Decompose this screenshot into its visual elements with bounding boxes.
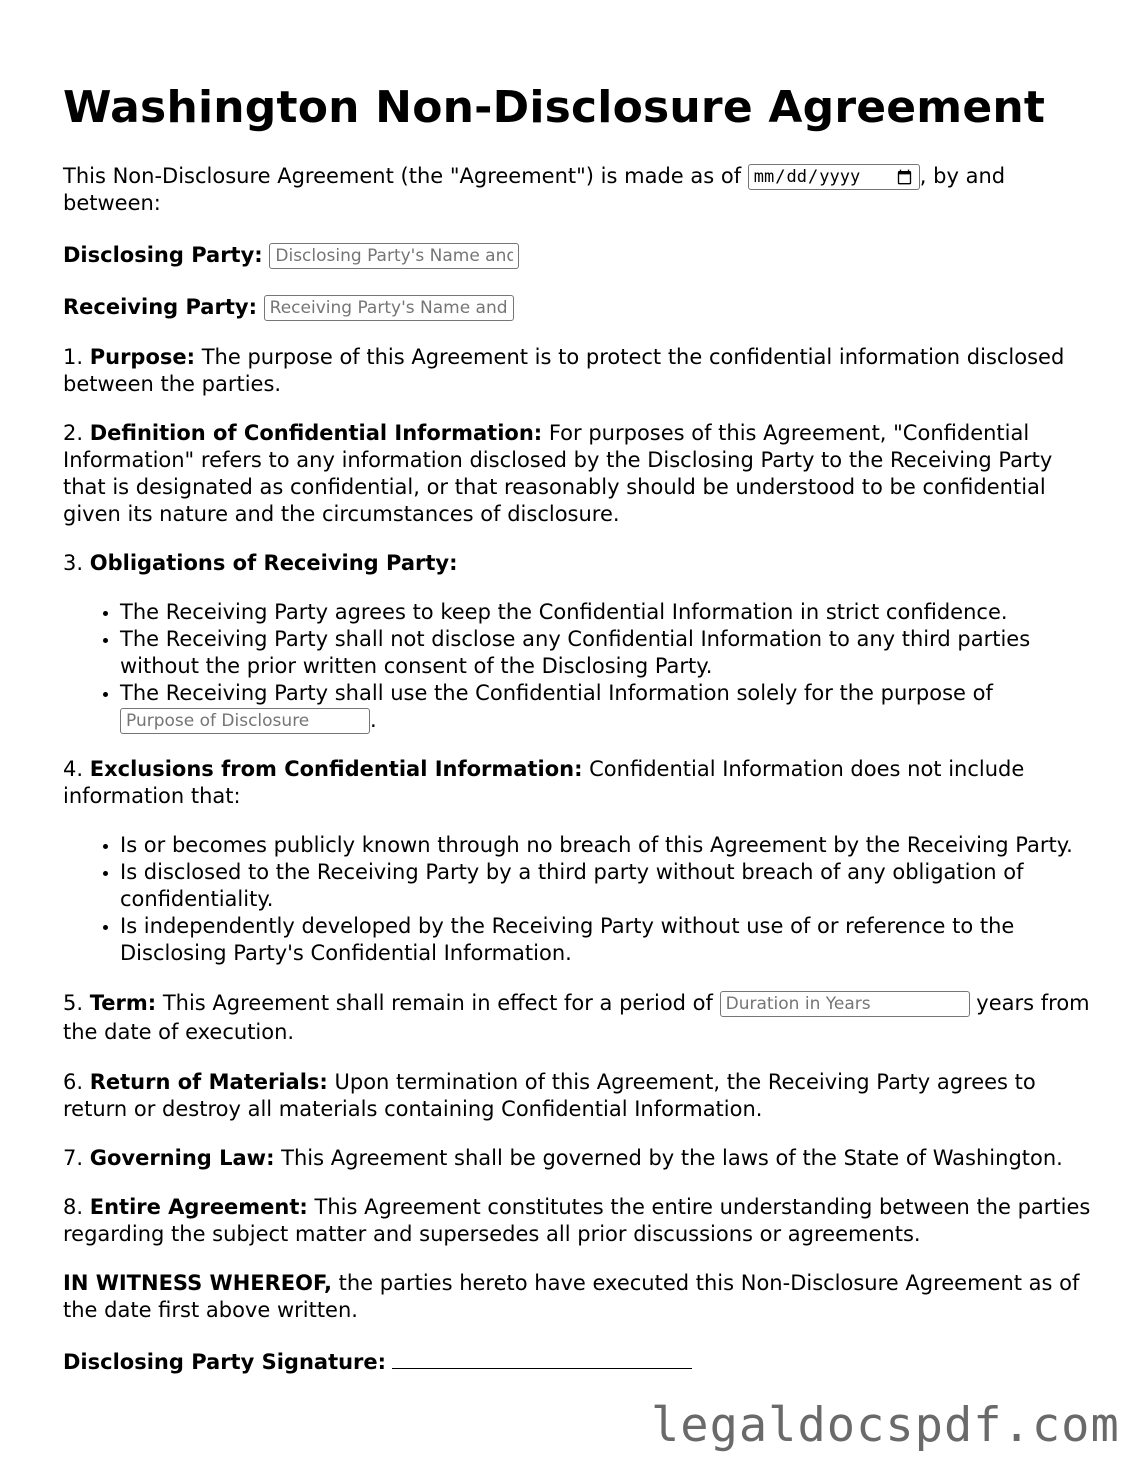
section-definition [63, 420, 1093, 528]
witness-paragraph [63, 1270, 1093, 1324]
signature-label: Disclosing Party Signature: [63, 1350, 387, 1374]
disclosing-party-input[interactable] [269, 243, 519, 269]
disclosing-party-label: Disclosing Party: [63, 243, 263, 267]
section-heading: Purpose: [89, 345, 196, 369]
section-text: Upon termination of this Agreement, the Receiving Party agrees to return or destroy all materials containing Confidential Information. [63, 1070, 1036, 1121]
section-number: 4. [63, 757, 84, 781]
agreement-date-input[interactable] [748, 164, 920, 190]
section-purpose [63, 344, 1093, 398]
section-heading: Entire Agreement: [89, 1195, 308, 1219]
section-obligations [63, 550, 1093, 577]
section-text-after: years from the date of execution. [63, 991, 1090, 1044]
section-heading: Exclusions from Confidential Information: [89, 757, 583, 781]
section-text: The purpose of this Agreement is to protect the confidential information disclosed between the parties. [63, 345, 1065, 396]
document [63, 0, 1093, 1376]
disclosing-party-row [63, 240, 1093, 270]
receiving-party-input[interactable] [264, 295, 514, 321]
section-number: 7. [63, 1146, 84, 1170]
receiving-party-label: Receiving Party: [63, 295, 257, 319]
section-heading: Obligations of Receiving Party: [89, 551, 458, 575]
section-number: 2. [63, 421, 84, 445]
witness-text: the parties hereto have executed this Non-Disclosure Agreement as of the date first above written. [63, 1271, 1080, 1322]
section-heading: Definition of Confidential Information: [89, 421, 543, 445]
intro-text-before: This Non-Disclosure Agreement (the "Agreement") is made as of [63, 164, 742, 188]
signature-line[interactable] [392, 1346, 692, 1369]
intro-text-after: , by and between: [63, 164, 1006, 215]
section-number: 5. [63, 991, 84, 1015]
duration-years-input[interactable] [720, 991, 970, 1017]
section-heading: Return of Materials: [89, 1070, 328, 1094]
section-term [63, 989, 1093, 1047]
list-item: • The Receiving Party shall not disclose any Confidential Information to any third parties without the prior written consent of the Disclosing Party. [120, 626, 1093, 680]
section-number: 3. [63, 551, 84, 575]
list-item: • Is independently developed by the Receiving Party without use of or reference to the Disclosing Party's Confidential Information. [120, 913, 1093, 967]
section-heading: Term: [89, 991, 157, 1015]
section-governing-law [63, 1145, 1093, 1172]
list-item: • Is disclosed to the Receiving Party by a third party without breach of any obligation of confidentiality. [120, 859, 1093, 913]
section-exclusions [63, 756, 1093, 810]
section-text: For purposes of this Agreement, "Confidential Information" refers to any information disclosed by the Disclosing Party to the Receiving Party that is designated as confidential, or that reasonably should be understood to be confidential given its nature and the circumstances of disclosure. [63, 421, 1053, 526]
section-text: This Agreement constitutes the entire understanding between the parties regarding the subject matter and supersedes all prior discussions or agreements. [63, 1195, 1091, 1246]
section-return-materials [63, 1069, 1093, 1123]
section-number: 8. [63, 1195, 84, 1219]
list-item-text: The Receiving Party shall use the Confidential Information solely for the purpose of [120, 681, 993, 705]
section-text: Confidential Information does not include information that: [63, 757, 1025, 808]
section-text: This Agreement shall be governed by the laws of the State of Washington. [274, 1146, 1063, 1170]
receiving-party-row [63, 292, 1093, 322]
section-entire-agreement [63, 1194, 1093, 1248]
witness-heading: IN WITNESS WHEREOF, [63, 1271, 332, 1295]
list-item: • Is or becomes publicly known through no breach of this Agreement by the Receiving Party. [120, 832, 1093, 859]
section-number: 1. [63, 345, 84, 369]
exclusions-list [63, 832, 1093, 967]
section-heading: Governing Law: [89, 1146, 275, 1170]
list-item [120, 680, 1093, 734]
list-item: • The Receiving Party agrees to keep the Confidential Information in strict confidence. [120, 599, 1093, 626]
obligations-list [63, 599, 1093, 734]
period: . [370, 708, 377, 732]
signature-row [63, 1346, 1093, 1376]
watermark: legaldocspdf.com [651, 1398, 1120, 1453]
intro-paragraph [63, 163, 1093, 217]
purpose-of-disclosure-input[interactable] [120, 708, 370, 734]
section-number: 6. [63, 1070, 84, 1094]
section-text: This Agreement shall remain in effect for a period of [156, 991, 713, 1015]
page-title: Washington Non-Disclosure Agreement [63, 82, 1046, 133]
